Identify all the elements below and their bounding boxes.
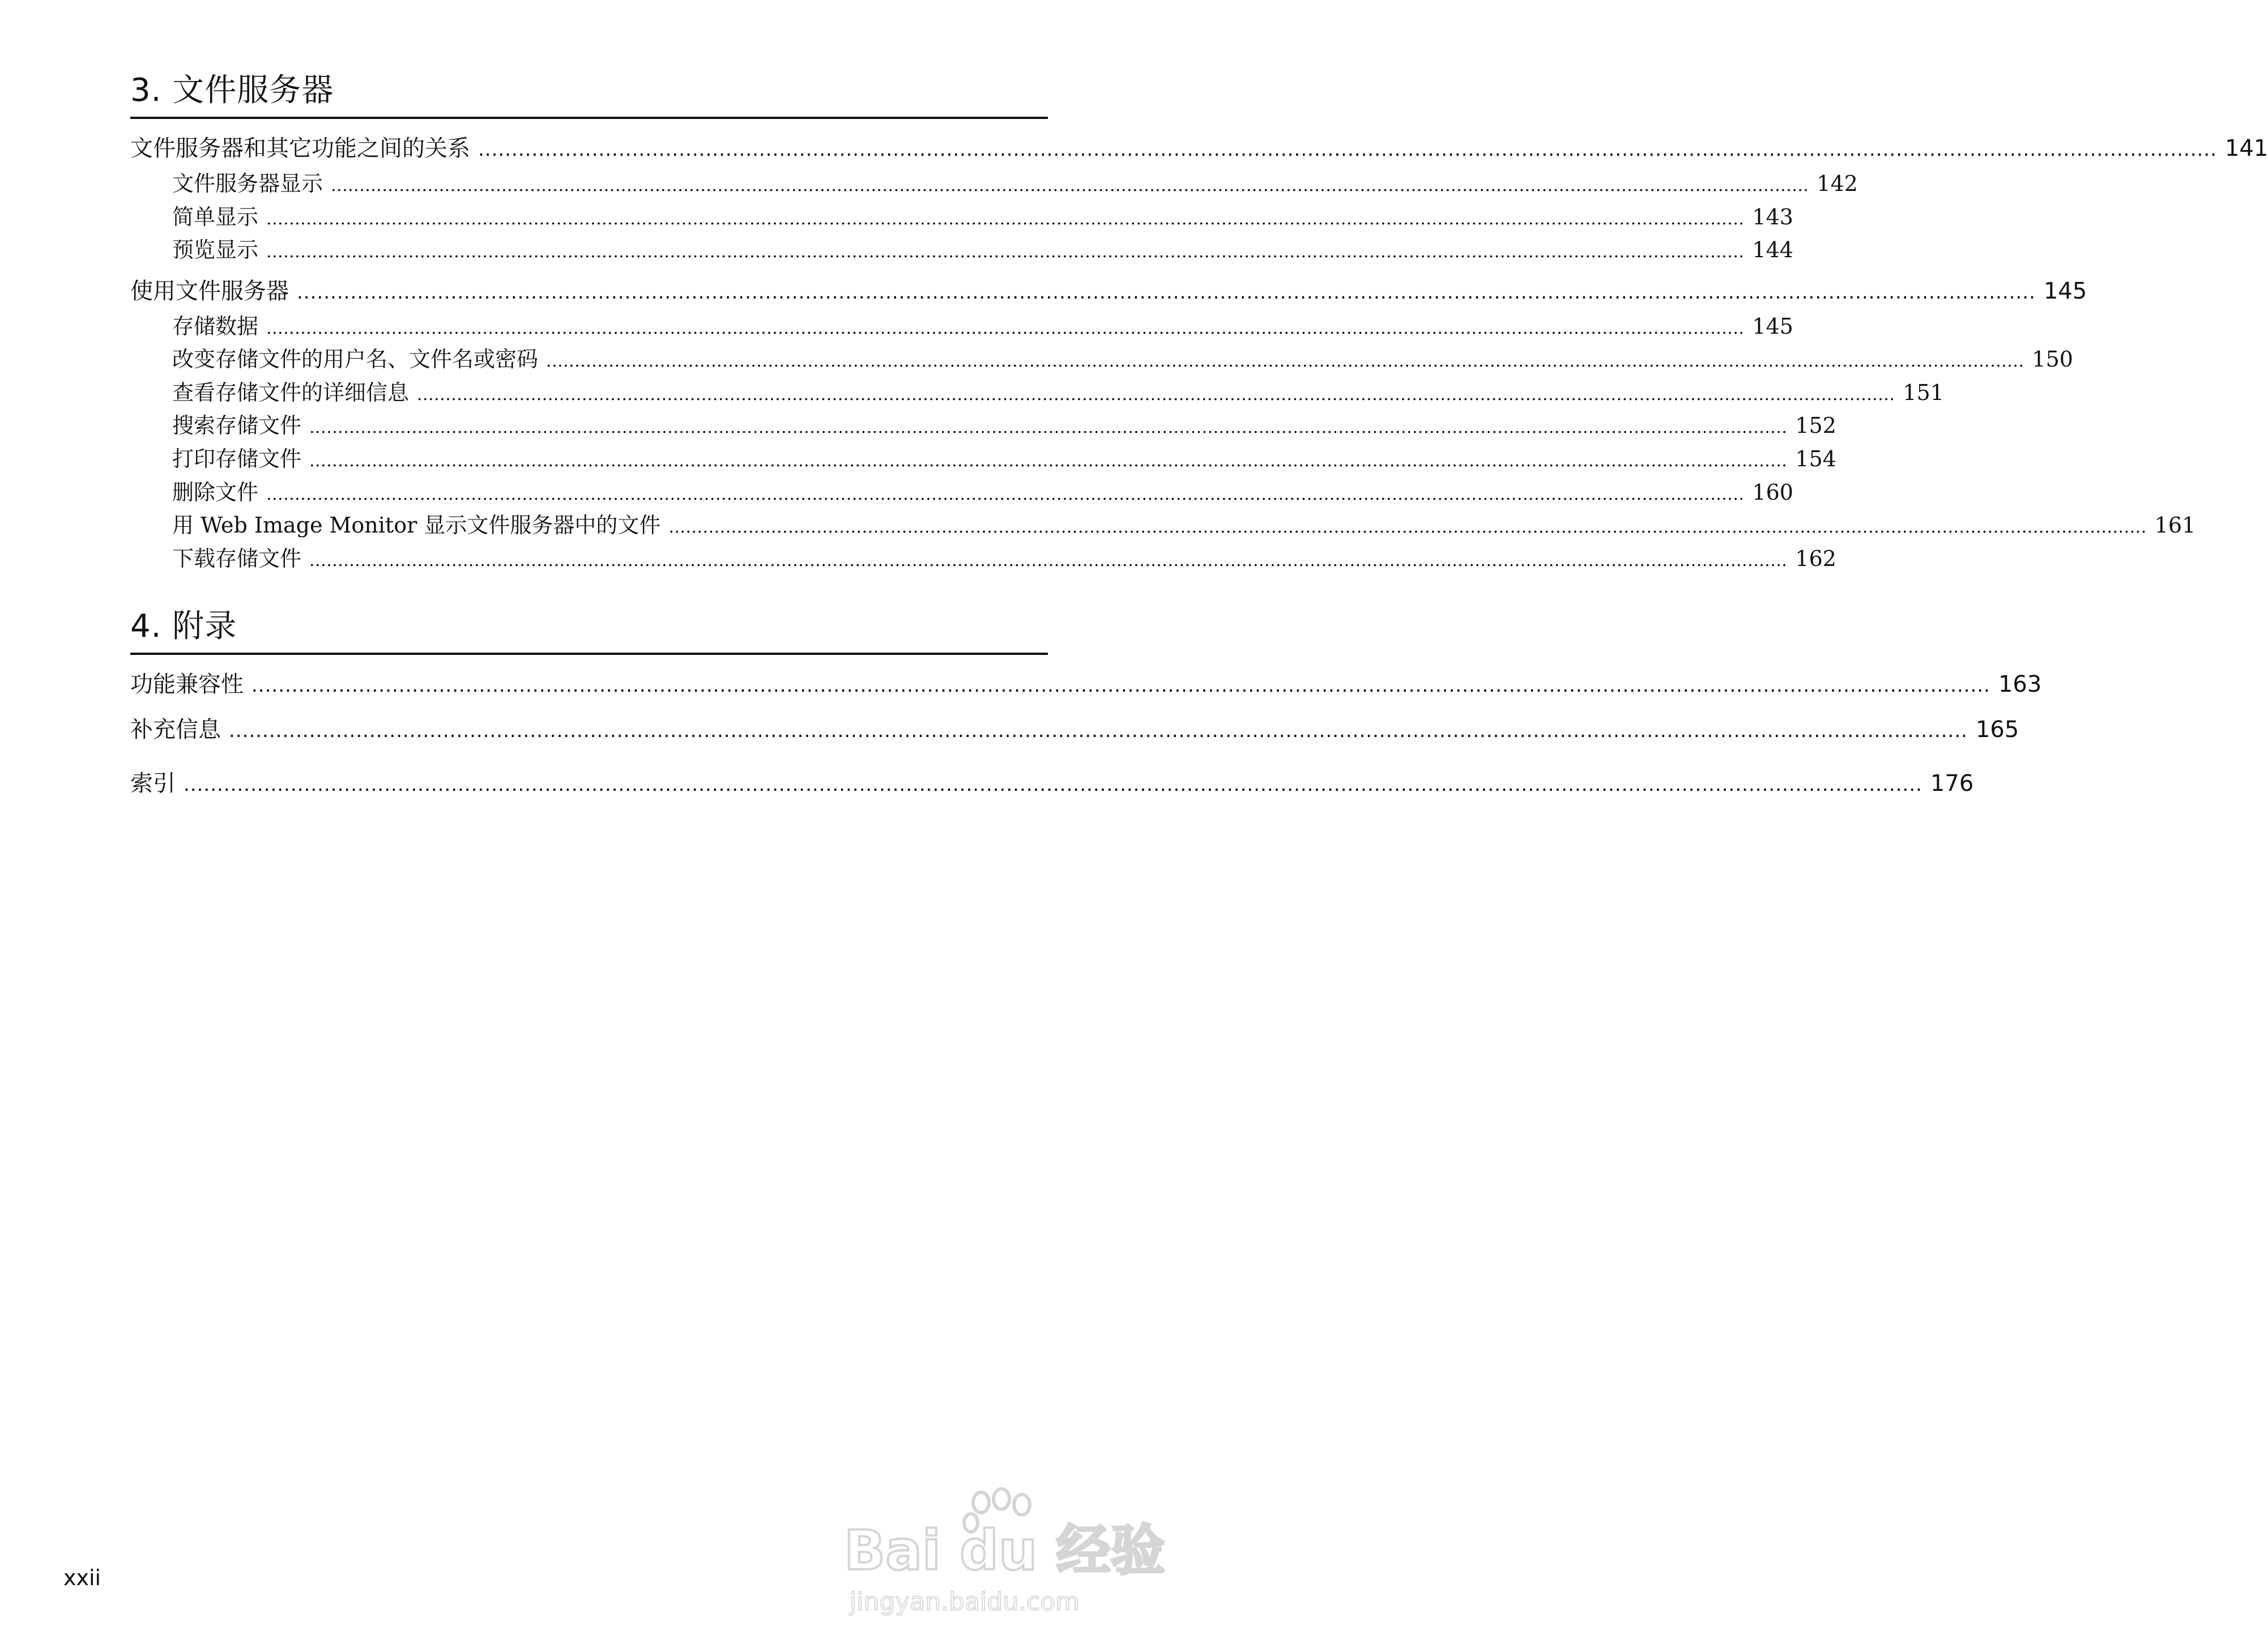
toc-entry-page: 144 [1752,237,1793,262]
watermark-url: jingyan.baidu.com [850,1587,1080,1616]
baidu-jingyan-watermark [833,1484,1165,1620]
chapter-divider [130,653,1048,655]
toc-entry-search-files[interactable] [172,409,1836,442]
toc-entry-page: 141 [2224,135,2268,161]
toc-entry-storing-data[interactable] [172,310,1793,343]
dot-leader: .................................................................................................................................................................................................................................................................... [309,551,1788,570]
toc-entry-page: 163 [1998,671,2042,697]
toc-entry-file-details[interactable] [172,376,1944,409]
dot-leader: .................................................................................................................................................................................................................................................................... [417,385,1895,405]
toc-entry-label: 用 Web Image Monitor 显示文件服务器中的文件 [172,513,661,538]
toc-entry-preview-display[interactable] [172,233,1793,266]
toc-entry-page: 154 [1795,446,1836,471]
toc-entry-label: 打印存储文件 [172,446,302,471]
dot-leader: .................................................................................................................................................................................................................................................................... [266,242,1745,262]
dot-leader: .................................................................................................................................................................................................................................................................... [266,209,1745,229]
dot-leader: .................................................................................................................................................................................................................................................................... [331,176,1809,195]
toc-entry-page: 165 [1975,717,2019,743]
chapter-3-heading [130,68,1048,119]
toc-entry-page: 152 [1795,413,1836,438]
dot-leader: .................................................................................................................................................................................................................................................................... [546,351,2024,371]
toc-entry-page: 162 [1795,546,1836,571]
toc-entry-page: 145 [2043,278,2087,304]
toc-entry-index[interactable] [130,767,1974,801]
dot-leader: .................................................................................................................................................................................................................................................................... [309,418,1788,437]
watermark-brand: Bai du 经验 [844,1519,1165,1582]
toc-entry-label: 查看存储文件的详细信息 [172,380,410,405]
toc-entry-file-server-relations[interactable] [130,131,2268,165]
dot-leader: .................................................................................................................................................................................................................................................................... [251,674,1990,697]
toc-entry-function-compatibility[interactable] [130,667,2042,701]
page-number: xxii [63,1565,101,1590]
toc-entry-print-files[interactable] [172,442,1836,475]
toc-entry-page: 161 [2154,513,2196,538]
toc-entry-label: 索引 [130,770,176,797]
toc-entry-label: 使用文件服务器 [130,278,289,304]
toc-entry-label: 搜索存储文件 [172,413,302,438]
toc-entry-page: 142 [1817,171,1858,196]
toc-entry-file-server-display[interactable] [172,167,1858,200]
toc-entry-label: 删除文件 [172,480,259,505]
dot-leader: .................................................................................................................................................................................................................................................................... [266,484,1745,504]
toc-entry-label: 存储数据 [172,314,259,339]
toc-entry-label: 补充信息 [130,717,221,743]
dot-leader: .................................................................................................................................................................................................................................................................... [297,281,2036,304]
toc-entry-page: 145 [1752,314,1793,339]
toc-entry-label: 改变存储文件的用户名、文件名或密码 [172,347,539,372]
toc-entry-using-file-server[interactable] [130,274,2087,308]
dot-leader: .................................................................................................................................................................................................................................................................... [309,451,1788,471]
toc-entry-label: 功能兼容性 [130,671,244,697]
dot-leader: .................................................................................................................................................................................................................................................................... [229,719,1968,742]
toc-entry-change-user-file-password[interactable] [172,343,2073,376]
chapter-title: 3. 文件服务器 [130,72,334,109]
dot-leader: .................................................................................................................................................................................................................................................................... [478,138,2217,161]
toc-entry-page: 160 [1752,480,1793,505]
chapter-title: 4. 附录 [130,608,237,645]
toc-entry-page: 176 [1930,770,1974,797]
toc-entry-label: 文件服务器显示 [172,171,323,196]
toc-entry-delete-files[interactable] [172,476,1793,509]
toc-entry-page: 150 [2032,347,2073,372]
toc-entry-label: 预览显示 [172,237,259,262]
toc-entry-simple-display[interactable] [172,201,1793,233]
chapter-4-heading [130,604,1048,655]
toc-entry-download-files[interactable] [172,542,1836,575]
dot-leader: .................................................................................................................................................................................................................................................................... [266,318,1745,338]
toc-entry-supplementary-info[interactable] [130,713,2019,747]
toc-entry-page: 151 [1903,380,1944,405]
toc-entry-label: 下载存储文件 [172,546,302,571]
toc-entry-label: 简单显示 [172,205,259,229]
toc-entry-web-image-monitor[interactable] [172,509,2196,542]
chapter-divider [130,117,1048,119]
toc-entry-label: 文件服务器和其它功能之间的关系 [130,135,470,161]
dot-leader: .................................................................................................................................................................................................................................................................... [668,517,2147,537]
toc-entry-page: 143 [1752,205,1793,229]
dot-leader: .................................................................................................................................................................................................................................................................... [184,773,1922,796]
